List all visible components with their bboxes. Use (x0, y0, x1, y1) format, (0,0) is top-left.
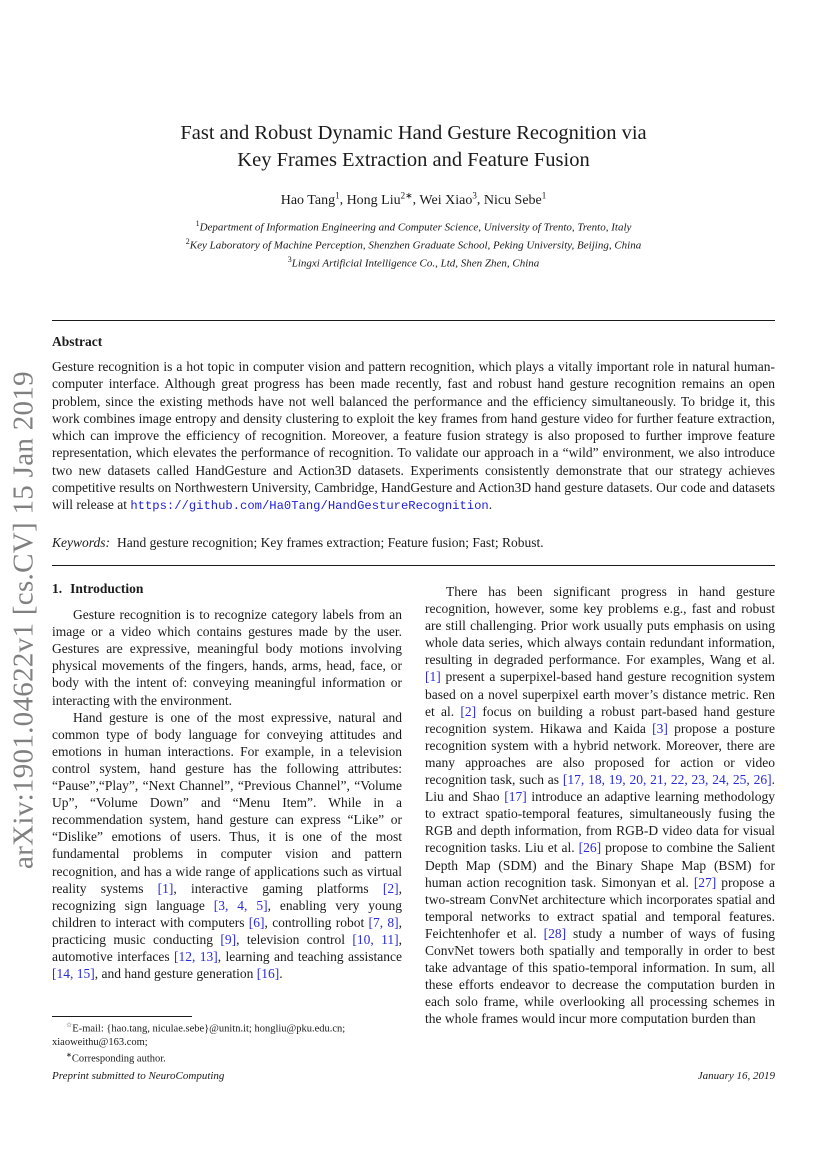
author: Hong Liu$^{2∗}$ (346, 190, 413, 208)
paragraph-text: propose to combine the Salient Depth Map (SDM) and the Binary Shape Map (BSM) for human action recognition task. Simonyan et al. (425, 840, 775, 890)
citation-link[interactable]: [17, 18, 19, 20, 21, 22, 23, 24, 25, 26] (562, 772, 772, 788)
paragraph-text: . (279, 966, 283, 982)
paragraph-text: present a superpixel-based hand gesture recognition system based on a novel superpixel earth mover’s distance metric. Ren et al. (425, 669, 775, 719)
paragraph (52, 709, 402, 983)
affiliations (0, 217, 827, 271)
section-heading: 1. Introduction (52, 581, 144, 596)
affiliation: $^1$Department of Information Engineering and Computer Science, University of Trento, Trento, Italy (195, 219, 632, 234)
footnotes (52, 1019, 402, 1065)
citation-link[interactable]: [14, 15] (52, 966, 95, 982)
citation-link[interactable]: [6] (248, 914, 265, 930)
abstract-text: Gesture recognition is a hot topic in computer vision and pattern recognition, which plays a vitally important role in natural human-computer interface. Although great progress has been made recently, fast and robust hand gesture recognition remains an open problem, since the existing methods have not well balanced the performance and the efficiency simultaneously. To bridge it, this work combines image entropy and density clustering to exploit the key frames from hand gesture video for further feature extraction, which can improve the efficiency of recognition. Moreover, a feature fusion strategy is also proposed to further improve feature representation, which elevates the performance of recognition. To validate our approach in a “wild” environment, we also introduce two new datasets called HandGesture and Action3D datasets. Experiments consistently demonstrate that our strategy achieves competitive results on Northwestern University, Cambridge, HandGesture and Action3D hand gesture datasets. Our code and datasets will release at (52, 359, 775, 513)
citation-link[interactable]: [1] (157, 880, 174, 896)
citation-link[interactable]: [16] (256, 966, 280, 982)
paragraph-text: , automotive interfaces (52, 931, 402, 964)
citation-link[interactable]: [2] (382, 880, 399, 896)
citation-link[interactable]: [7, 8] (368, 914, 399, 930)
keywords-text: Hand gesture recognition; Key frames extraction; Feature fusion; Fast; Robust. (117, 535, 544, 550)
paragraph-text: propose a two-stream ConvNet architecture which incorporates spatial and temporal networks to extract spatial and temporal features. Feichtenhofer et al. (425, 874, 776, 941)
abstract-body: Gesture recognition is a hot topic in computer vision and pattern recognition, which plays a vitally important role in natural human-computer interface. Although great progress has been made recently, fast and robust hand gesture recognition remains an open problem, since the existing methods have not well balanced the performance and the efficiency simultaneously. To bridge it, this work combines image entropy and density clustering to exploit the key frames from hand gesture video for further feature extraction, which can improve the efficiency of recognition. Moreover, a feature fusion strategy is also proposed to further improve feature representation, which elevates the performance of recognition. To validate our approach in a “wild” environment, we also introduce two new datasets called HandGesture and Action3D datasets. Experiments consistently demonstrate that our strategy achieves competitive results on Northwestern University, Cambridge, HandGesture and Action3D hand gesture datasets. Our code and datasets will release at https://github.com/Ha0Tang/HandGestureRecognition. (52, 359, 775, 514)
affiliation: $^2$Key Laboratory of Machine Perception, Shenzhen Graduate School, Peking University, Beijing, China (185, 237, 642, 252)
footnote-email: ☆E-mail: {hao.tang, niculae.sebe}@unitn.it; hongliu@pku.edu.cn; xiaoweithu@163.com; (52, 1021, 346, 1048)
citation-link[interactable]: [2] (460, 703, 477, 719)
author: Nicu Sebe$^1$ (483, 190, 547, 208)
right-column (425, 583, 775, 1027)
paragraph-text: , enabling very young children to interact with computers (52, 897, 402, 930)
github-link[interactable]: https://github.com/Ha0Tang/HandGestureRecognition (130, 499, 489, 514)
paragraph-text: , interactive gaming platforms (173, 880, 383, 896)
author-list: Hao Tang$^1$, Hong Liu$^{2∗}$, Wei Xiao$^3$, Nicu Sebe$^1$ (280, 190, 547, 208)
paragraph-text: , practicing music conducting (52, 914, 402, 947)
author: Wei Xiao$^3$ (419, 190, 477, 208)
paper-title (0, 120, 827, 174)
paragraph-text: Hand gesture is one of the most expressive, natural and common type of body language for conveying attitudes and emotions in human interactions. For example, in a television control system, hand gesture has the following attributes: “Pause”,“Play”, “Next Channel”, “Previous Channel”, “Volume Up”, “Volume Down” and “Menu Item”. While in a recommendation system, hand gesture can express “Like” or “Dislike” emotions of users. Thus, it is one of the most fundamental problems in computer vision and pattern recognition, and has a wide range of applications such as virtual reality systems (52, 709, 402, 896)
author: Hao Tang$^1$ (280, 190, 340, 208)
footer-date: January 16, 2019 (697, 1070, 775, 1082)
abstract-top-rule (52, 320, 775, 321)
paragraph-text: introduce an adaptive learning methodology to extract spatio-temporal features, simultaneously fusing the RGB and depth information, from RGB-D video data for visual recognition tasks. Liu et al. (425, 789, 775, 856)
paragraph-text: propose a posture recognition system with a hybrid network. Moreover, there are many approaches are also proposed for action or video recognition task, such as (425, 720, 775, 788)
citation-link[interactable]: [9] (220, 931, 237, 947)
paragraph-text: , learning and teaching assistance (217, 948, 402, 964)
keywords (52, 535, 544, 551)
citation-link[interactable]: [26] (578, 840, 602, 856)
paragraph: Gesture recognition is to recognize category labels from an image or a video which contains gestures made by the user. Gestures are expressive, meaningful body motions involving physical movements of the fingers, hands, arms, head, face, or body with the intent of: conveying meaningful information or interacting with the environment. (52, 607, 402, 708)
abstract-heading: Abstract (52, 334, 103, 349)
arxiv-stamp-text: arXiv:1901.04622v1 [cs.CV] 15 Jan 2019 (7, 371, 40, 869)
keywords-label: Keywords: (52, 535, 110, 550)
left-column (52, 580, 402, 982)
footer-submission: Preprint submitted to NeuroComputing (52, 1070, 225, 1082)
title-line-1: Fast and Robust Dynamic Hand Gesture Recognition via (180, 122, 647, 144)
paragraph-text: study a number of ways of fusing ConvNet towers both spatially and temporally in order to best take advantage of this spatio-temporal information. In sum, all these efforts endeavor to decrease the computation burden in each solo frame, while overlooking all processing schemes in the whole frames would incur more computation burden than (425, 925, 775, 1027)
paragraph (425, 583, 775, 1027)
citation-link[interactable]: [10, 11] (352, 931, 399, 947)
paragraph-text: There has been significant progress in hand gesture recognition, however, some key problems e.g., fast and robust are still challenging. Prior work usually puts emphasis on using whole data series, which always contain redundant information, resulting in degraded performance. For examples, Wang et al. (425, 584, 775, 668)
paragraph-text: , recognizing sign language (52, 880, 402, 913)
arxiv-stamp (4, 360, 44, 880)
paragraph-text: , television control (236, 931, 353, 947)
citation-link[interactable]: [28] (543, 925, 567, 941)
abstract-bottom-rule (52, 565, 775, 566)
citation-link[interactable]: [12, 13] (173, 948, 218, 964)
citation-link[interactable]: [3] (652, 720, 668, 736)
citation-link[interactable]: [3, 4, 5] (213, 897, 268, 913)
citation-link[interactable]: [17] (504, 789, 527, 805)
citation-link[interactable]: [27] (693, 874, 717, 890)
affiliation: $^3$Lingxi Artificial Intelligence Co., Ltd, Shen Zhen, China (287, 255, 540, 270)
paragraph-text: , and hand gesture generation (94, 966, 257, 982)
paragraph-text: . Liu and Shao (425, 772, 775, 805)
paragraph-text: , controlling robot (264, 914, 369, 930)
footnote-rule (52, 1016, 192, 1017)
footnote-corresponding: ∗Corresponding author. (66, 1050, 166, 1064)
citation-link[interactable]: [1] (425, 669, 441, 685)
title-line-2: Key Frames Extraction and Feature Fusion (237, 149, 590, 171)
paragraph-text: focus on building a robust part-based hand gesture recognition system. Hikawa and Kaida (425, 703, 775, 736)
